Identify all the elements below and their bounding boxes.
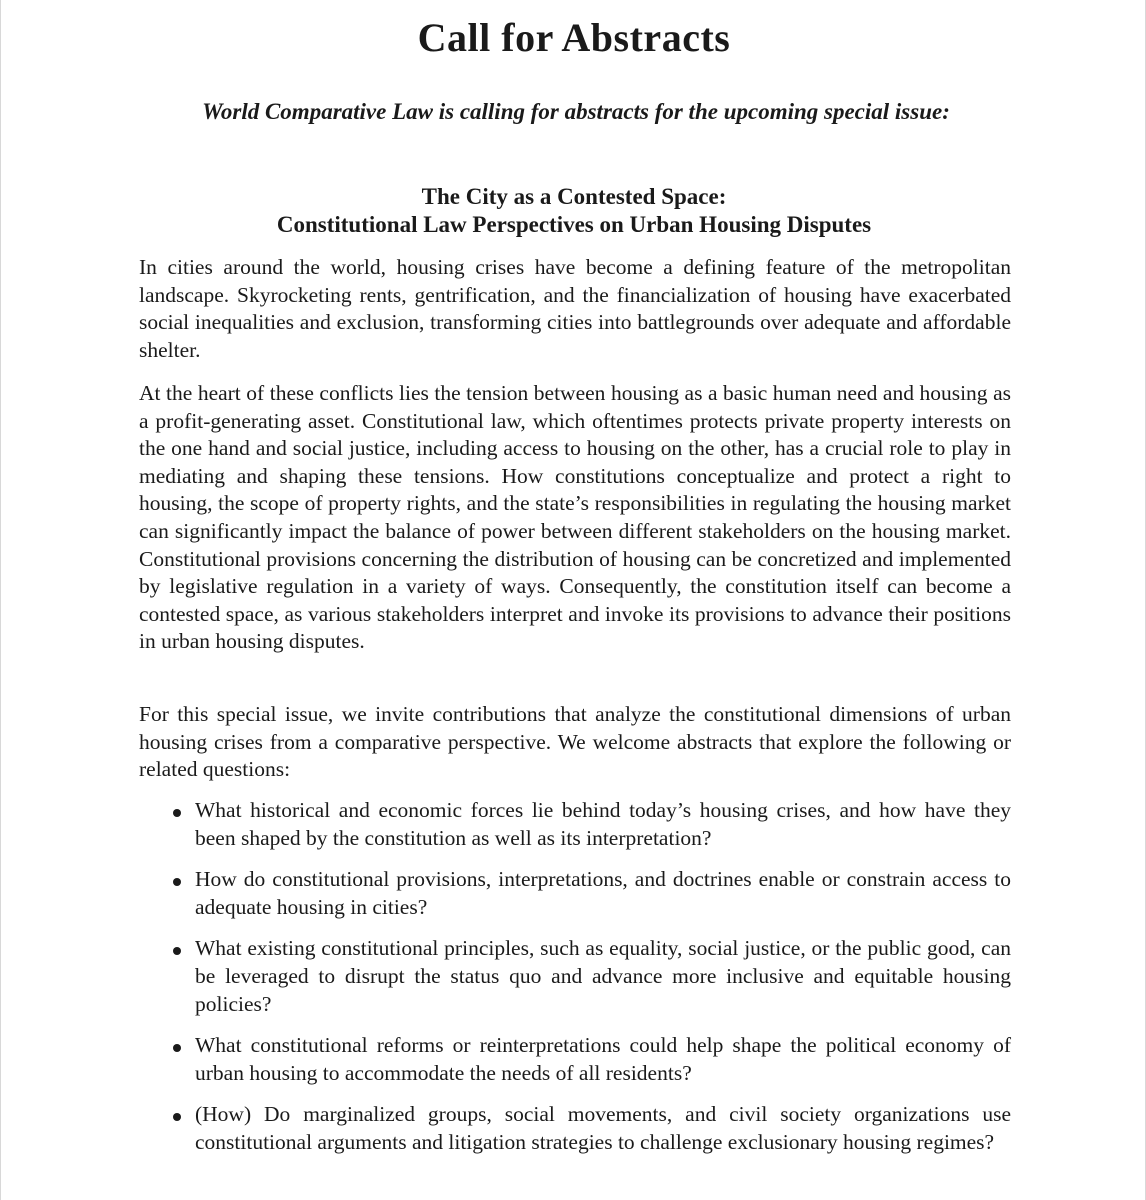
question-text: What existing constitutional principles, such as equality, social justice, or the public good, can be leveraged to disrupt the status quo and advance more inclusive and equitable housing policies?: [195, 936, 1011, 1016]
bullet-icon: [173, 947, 181, 955]
page-title: Call for Abstracts: [417, 15, 731, 60]
question-text: What historical and economic forces lie behind today’s housing crises, and how have they been shaped by the constitution as well as its interpretation?: [195, 798, 1011, 850]
bullet-icon: [173, 1113, 181, 1121]
paragraph-3: For this special issue, we invite contributions that analyze the constitutional dimensions of urban housing crises from a comparative perspective. We welcome abstracts that explore the following or related questions:: [139, 702, 1011, 782]
bullet-icon: [173, 878, 181, 886]
bullet-icon: [173, 809, 181, 817]
paragraph-1: In cities around the world, housing crises have become a defining feature of the metropolitan landscape. Skyrocketing rents, gentrification, and the financialization of housing have exacerbated social inequalities and exclusion, transforming cities into battlegrounds over adequate and affordable shelter.: [139, 255, 1011, 362]
questions-list: [139, 797, 1011, 1171]
issue-title-line-2: Constitutional Law Perspectives on Urban Housing Disputes: [276, 212, 872, 237]
intro-text: World Comparative Law is calling for abstracts for the upcoming special issue:: [202, 99, 950, 124]
paragraph-2: At the heart of these conflicts lies the tension between housing as a basic human need and housing as a profit-generating asset. Constitutional law, which oftentimes protects private property interests on the one hand and social justice, including access to housing on the other, has a crucial role to play in mediating and shaping these tensions. How constitutions conceptualize and protect a right to housing, the scope of property rights, and the state’s responsibilities in regulating the housing market can significantly impact the balance of power between different stakeholders on the housing market. Constitutional provisions concerning the distribution of housing can be concretized and implemented by legislative regulation in a variety of ways. Consequently, the constitution itself can become a contested space, as various stakeholders interpret and invoke its provisions to advance their positions in urban housing disputes.: [139, 381, 1011, 654]
list-item: [139, 1101, 1011, 1156]
issue-title-line-1: The City as a Contested Space:: [421, 184, 727, 209]
question-text: How do constitutional provisions, interpretations, and doctrines enable or constrain access to adequate housing in cities?: [195, 867, 1011, 919]
bullet-icon: [173, 1044, 181, 1052]
question-text: (How) Do marginalized groups, social movements, and civil society organizations use constitutional arguments and litigation strategies to challenge exclusionary housing regimes?: [195, 1102, 1011, 1154]
special-issue-title: [1, 183, 1146, 239]
list-item: [139, 1032, 1011, 1087]
list-item: [139, 935, 1011, 1018]
list-item: [139, 866, 1011, 921]
list-item: [139, 797, 1011, 852]
question-text: What constitutional reforms or reinterpretations could help shape the political economy of urban housing to accommodate the needs of all residents?: [195, 1033, 1011, 1085]
